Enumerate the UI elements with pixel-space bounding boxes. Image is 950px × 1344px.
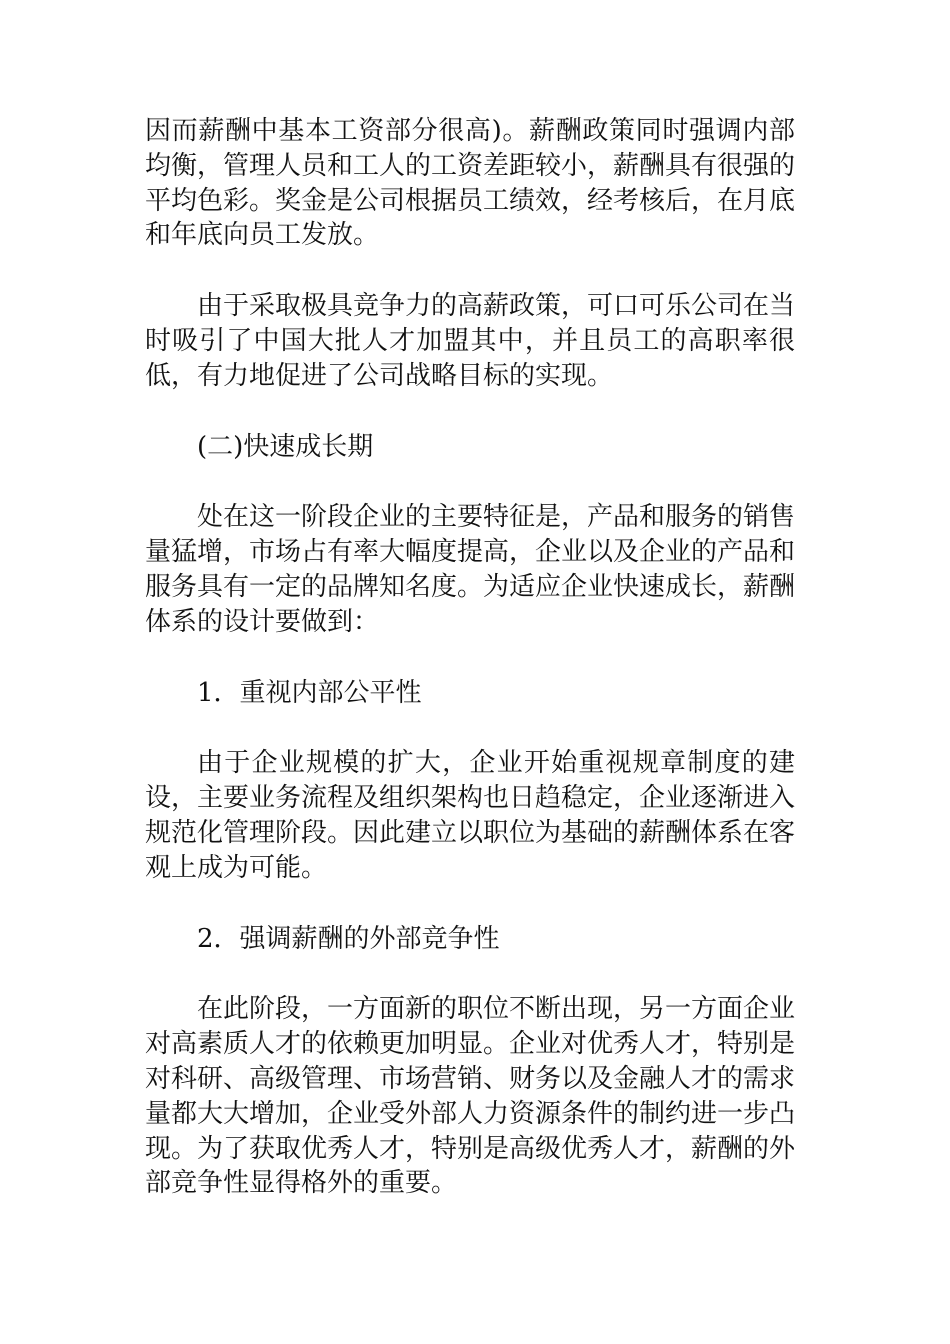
paragraph-base-salary-bonus: 因而薪酬中基本工资部分很高)。薪酬政策同时强调内部均衡，管理人员和工人的工资差距较小，薪酬具有很强的平均色彩。奖金是公司根据员工绩效，经考核后，在月底和年底向员工发放。 (145, 116, 796, 251)
paragraph-growth-stage-features: 处在这一阶段企业的主要特征是，产品和服务的销售量猛增，市场占有率大幅度提高，企业以及企业的产品和服务具有一定的品牌知名度。为适应企业快速成长，薪酬体系的设计要做到： (145, 502, 796, 637)
subheading-external-competitiveness: 2．强调薪酬的外部竞争性 (197, 923, 500, 954)
section-heading-rapid-growth: (二)快速成长期 (197, 431, 374, 462)
paragraph-gap (145, 710, 795, 746)
document-body (145, 114, 795, 1201)
paragraph-standardized-management: 由于企业规模的扩大，企业开始重视规章制度的建设，主要业务流程及组织架构也日趋稳定，企业逐渐进入规范化管理阶段。因此建立以职位为基础的薪酬体系在客观上成为可能。 (145, 748, 796, 883)
paragraph-gap (145, 640, 795, 676)
paragraph-gap (145, 886, 795, 922)
paragraph-gap (145, 464, 795, 500)
paragraph-gap (145, 394, 795, 430)
paragraph-gap (145, 956, 795, 992)
paragraph-high-salary-policy: 由于采取极具竞争力的高薪政策，可口可乐公司在当时吸引了中国大批人才加盟其中，并且员工的高职率很低，有力地促进了公司战略目标的实现。 (145, 291, 796, 391)
paragraph-talent-demand: 在此阶段，一方面新的职位不断出现，另一方面企业对高素质人才的依赖更加明显。企业对优秀人才，特别是对科研、高级管理、市场营销、财务以及金融人才的需求量都大大增加，企业受外部人力资源条件的制约进一步凸现。为了获取优秀人才，特别是高级优秀人才，薪酬的外部竞争性显得格外的重要。 (145, 994, 796, 1199)
subheading-internal-fairness: 1．重视内部公平性 (197, 677, 422, 708)
paragraph-gap (145, 253, 795, 289)
